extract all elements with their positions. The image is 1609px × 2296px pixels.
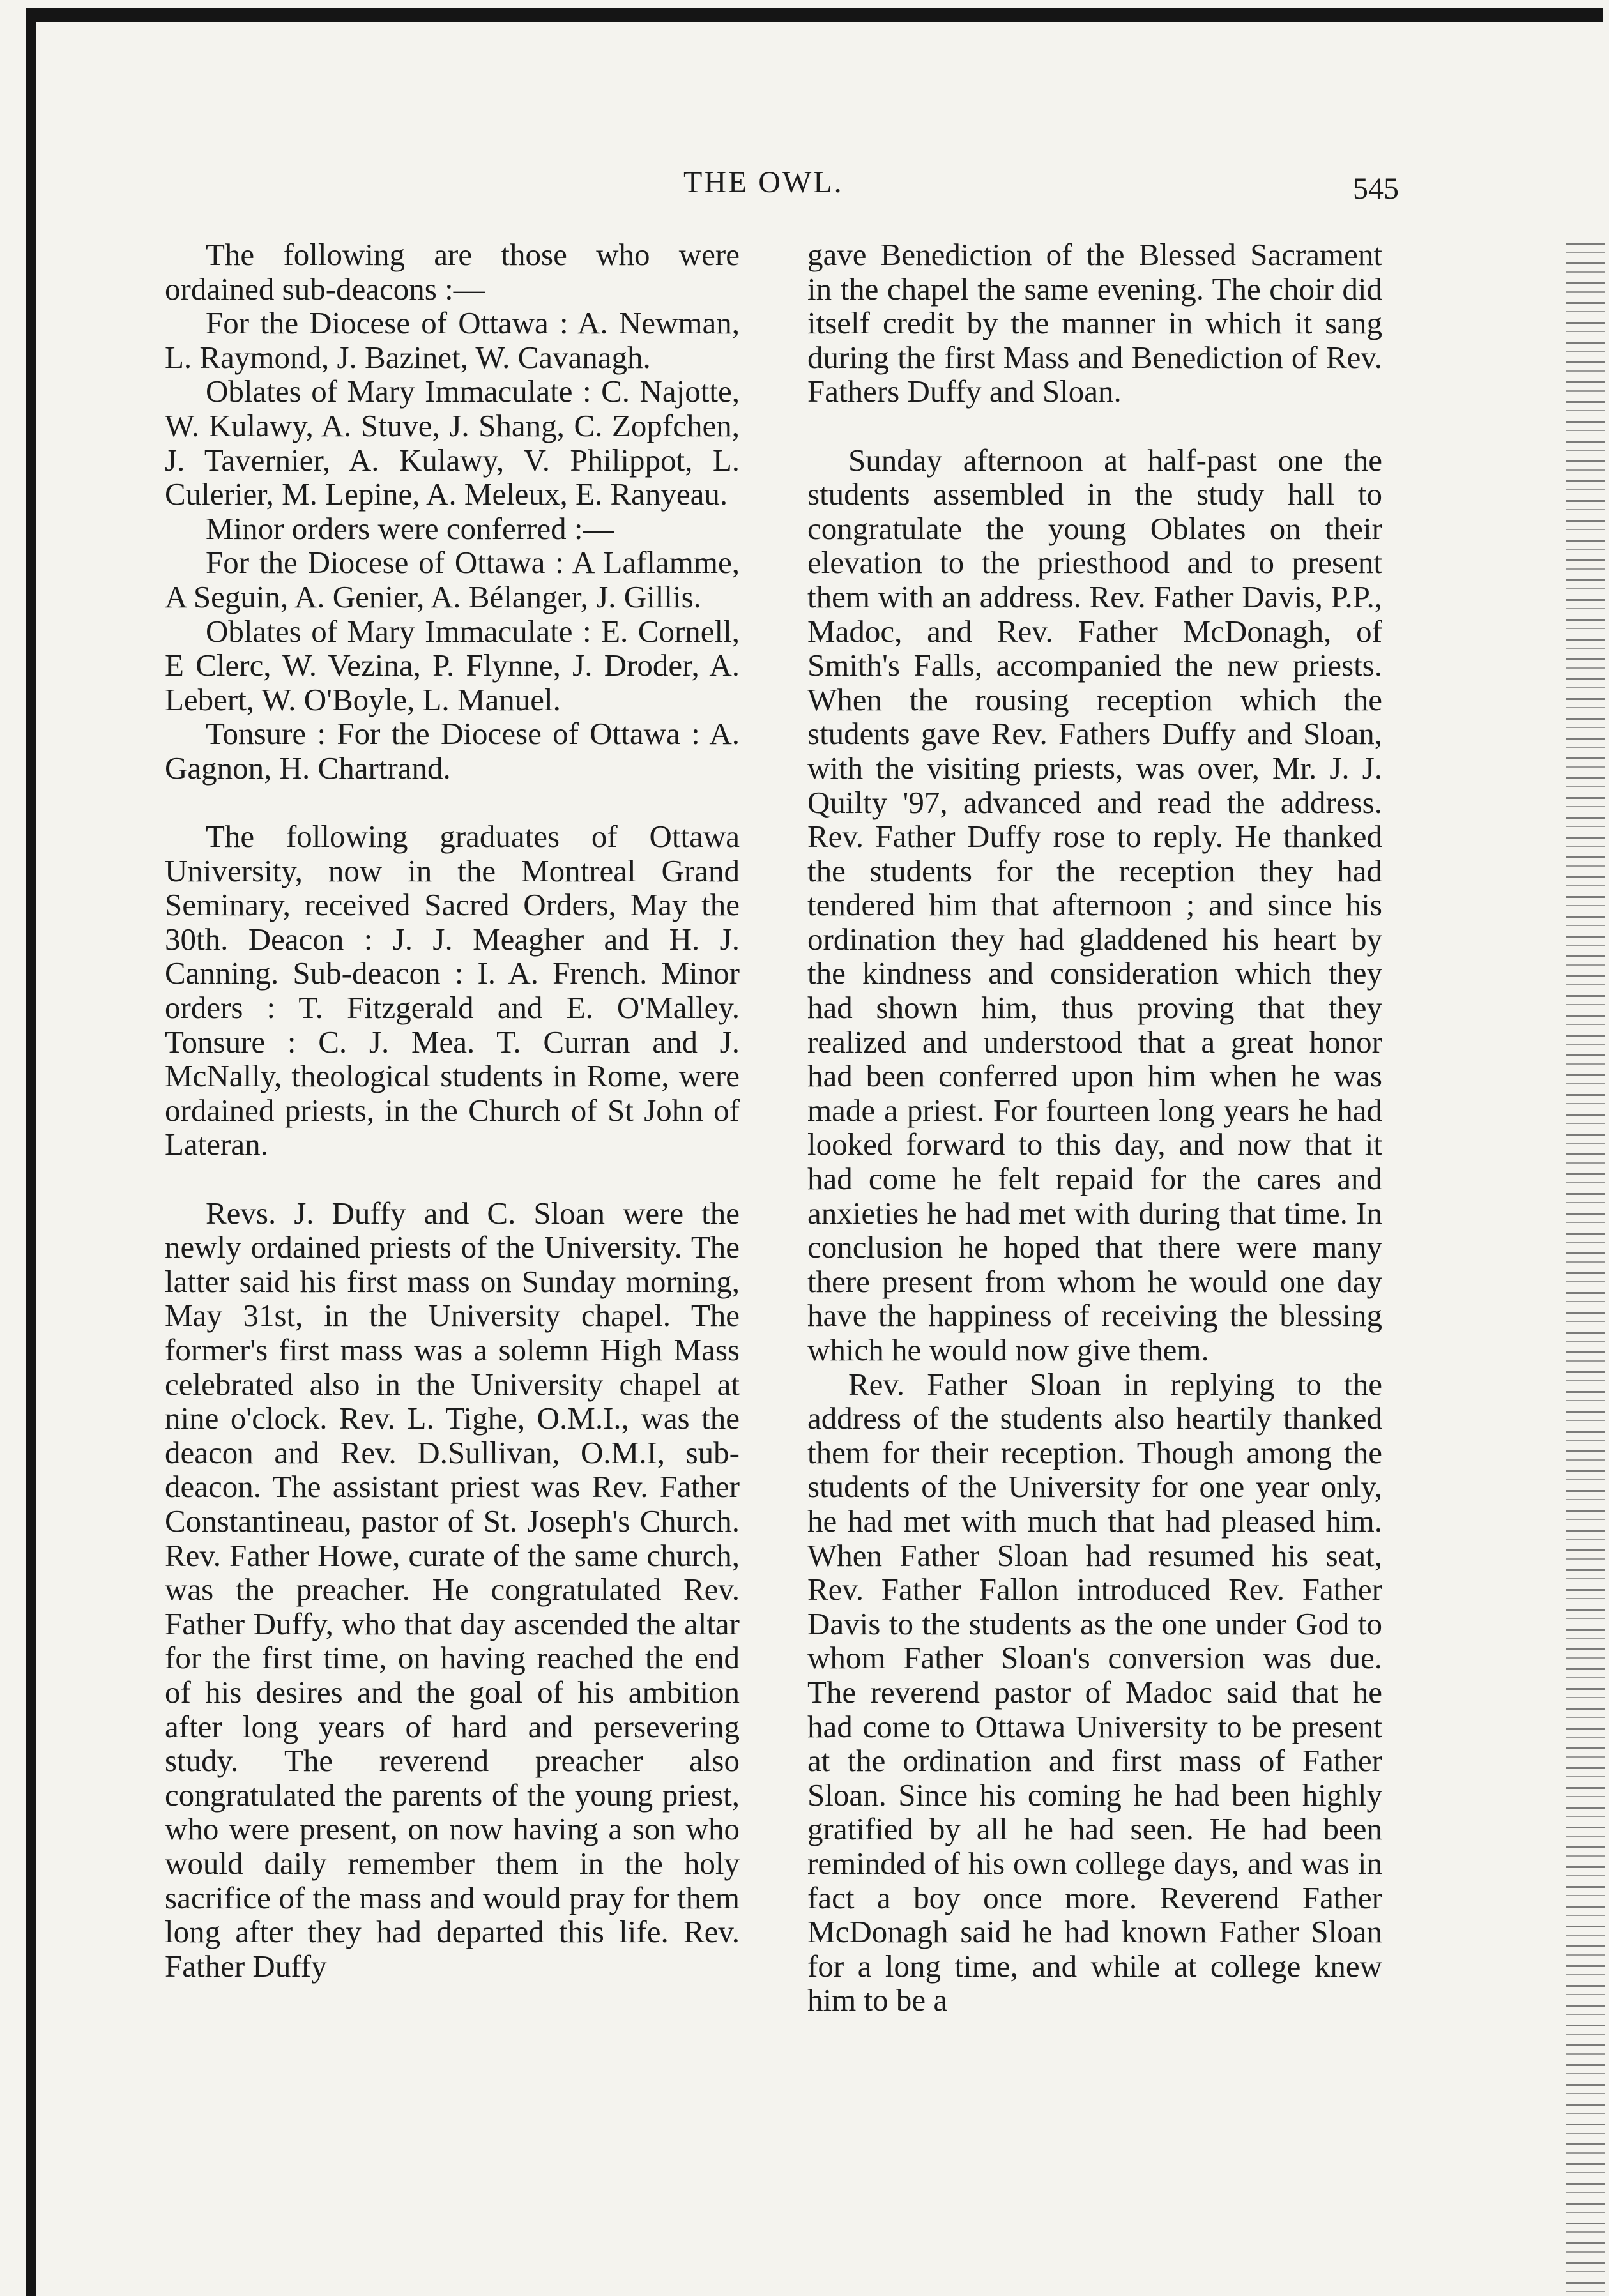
paragraph: Revs. J. Duffy and C. Sloan were the newly ordained priests of the University. The latter said his first mass on Sunday morning, May 31st, in the University chapel. The former's first mass was a solemn High Mass celebrated also in the University chapel at nine o'clock. Rev. L. Tighe, O.M.I., was the deacon and Rev. D.Sullivan, O.M.I, sub-deacon. The assistant priest was Rev. Father Constantineau, pastor of St. Joseph's Church. Rev. Father Howe, curate of the same church, was the preacher. He congratulated Rev. Father Duffy, who that day ascended the altar for the first time, on having reached the end of his desires and the goal of his ambition after long years of hard and persevering study. The reverend preacher also congratulated the parents of the young priest, who were present, on now having a son who would daily remember them in the holy sacrifice of the mass and would pray for them long after they had departed this life. Rev. Father Duffy (165, 1195, 740, 1984)
paragraph: Minor orders were conferred :— (206, 510, 614, 546)
paragraph: Tonsure : For the Diocese of Ottawa : A. Gagnon, H. Chartrand. (165, 716, 740, 786)
paragraph: The following are those who were ordained sub-deacons :— (165, 237, 740, 307)
left-text-column (165, 238, 740, 1983)
paragraph: Oblates of Mary Immaculate : E. Cornell, E Clerc, W. Vezina, P. Flynne, J. Droder, A. Lebert, W. O'Boyle, L. Manuel. (165, 613, 740, 717)
paragraph: For the Diocese of Ottawa : A Laflamme, A Seguin, A. Genier, A. Bélanger, J. Gillis. (165, 545, 740, 614)
paragraph: gave Benediction of the Blessed Sacrament in the chapel the same evening. The choir did itself credit by the manner in which it sang during the first Mass and Benediction of Rev. Fathers Duffy and Sloan. (807, 237, 1382, 409)
running-title: THE OWL. (683, 165, 844, 199)
paragraph: The following graduates of Ottawa University, now in the Montreal Grand Seminary, received Sacred Orders, May the 30th. Deacon : J. J. Meagher and H. J. Canning. Sub-deacon : I. A. French. Minor orders : T. Fitzgerald and E. O'Malley. Tonsure : C. J. Mea. T. Curran and J. McNally, theological students in Rome, were ordained priests, in the Church of St John of Lateran. (165, 819, 740, 1162)
top-border-rule (35, 8, 1603, 22)
paragraph: For the Diocese of Ottawa : A. Newman, L. Raymond, J. Bazinet, W. Cavanagh. (165, 305, 740, 375)
right-text-column (807, 238, 1382, 2018)
right-page-edge (1566, 243, 1605, 2296)
page-number: 545 (1353, 172, 1399, 206)
paragraph: Sunday afternoon at half-past one the students assembled in the study hall to congratulate the young Oblates on their elevation to the priesthood and to present them with an address. Rev. Father Davis, P.P., Madoc, and Rev. Father McDonagh, of Smith's Falls, accompanied the new priests. When the rousing reception which the students gave Rev. Fathers Duffy and Sloan, with the visiting priests, was over, Mr. J. J. Quilty '97, advanced and read the address. Rev. Father Duffy rose to reply. He thanked the students for the reception they had tendered him that afternoon ; and since his ordination they had gladdened his heart by the kindness and consideration which they had shown him, thus proving that they realized and understood that a great honor had been conferred upon him when he was made a priest. For fourteen long years he had looked forward to this day, and now that it had come he felt repaid for the cares and anxieties he had met with during that time. In conclusion he hoped that there were many there present from whom he would one day have the happiness of receiving the blessing which he would now give them. (807, 442, 1382, 1367)
left-border-rule (26, 8, 36, 2296)
paragraph: Rev. Father Sloan in replying to the address of the students also heartily thanked them for their reception. Though among the students of the University for one year only, he had met with much that had pleased him. When Father Sloan had resumed his seat, Rev. Father Fallon introduced Rev. Father Davis to the students as the one under God to whom Father Sloan's conversion was due. The reverend pastor of Madoc said that he had come to Ottawa University to be present at the ordination and first mass of Father Sloan. Since his coming he had been highly gratified by all he had seen. He had been reminded of his own college days, and was in fact a boy once more. Reverend Father McDonagh said he had known Father Sloan for a long time, and while at college knew him to be a (807, 1366, 1382, 2018)
paragraph: Oblates of Mary Immaculate : C. Najotte, W. Kulawy, A. Stuve, J. Shang, C. Zopfchen, J. Tavernier, A. Kulawy, V. Philippot, L. Culerier, M. Lepine, A. Meleux, E. Ranyeau. (165, 374, 740, 512)
